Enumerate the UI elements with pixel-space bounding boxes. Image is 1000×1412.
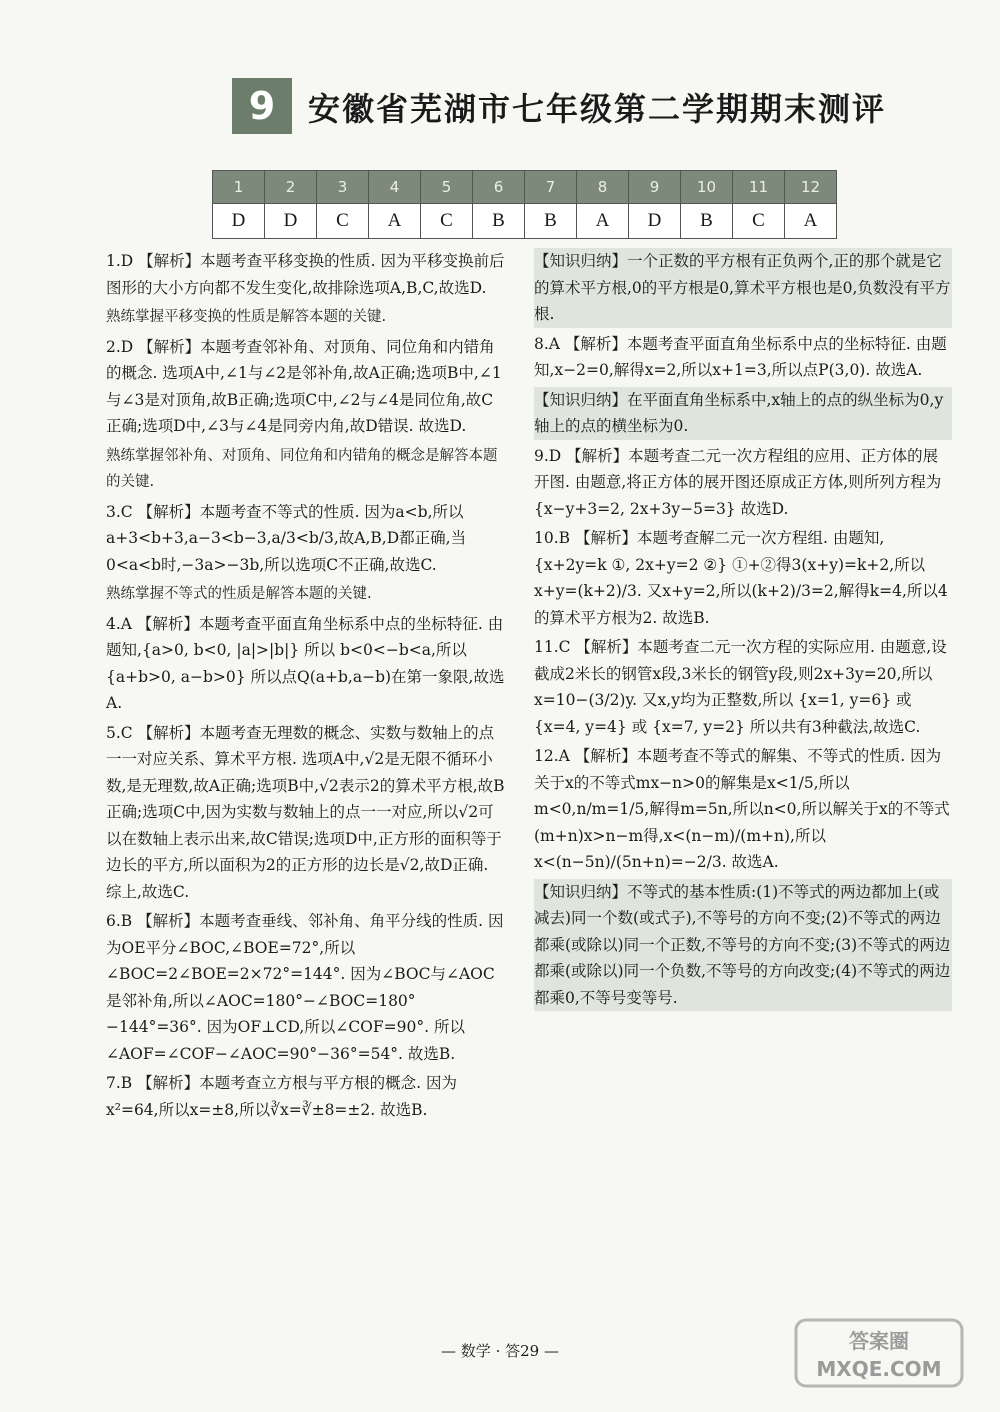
solution-paragraph: 12.A 【解析】本题考查不等式的解集、不等式的性质. 因为关于x的不等式mx−n>0的解集是x<1/5,所以m<0,n/m=1/5,解得m=5n,所以n<0,所以解关于x的不等式(m+n)x>n−m得,x<(n−m)/(m+n),所以x<(n−5n)/(5n+n)=−2/3. 故选A. — [534, 747, 950, 871]
answer-table — [212, 170, 837, 239]
tip-paragraph: 熟练掌握邻补角、对顶角、同位角和内错角的概念是解答本题的关键. — [106, 447, 498, 490]
watermark-line2: MXQE.COM — [816, 1357, 942, 1381]
answer-cell: B — [525, 204, 577, 239]
answer-header-cell: 3 — [317, 171, 369, 204]
answer-cell: B — [473, 204, 525, 239]
answer-header-cell: 8 — [577, 171, 629, 204]
knowledge-summary: 【知识归纳】在平面直角坐标系中,x轴上的点的纵坐标为0,y轴上的点的横坐标为0. — [534, 387, 952, 440]
answer-cell: A — [369, 204, 421, 239]
solution-paragraph: 3.C 【解析】本题考查不等式的性质. 因为a<b,所以a+3<b+3,a−3<b−3,a/3<b/3,故A,B,D都正确,当0<a<b时,−3a>−3b,所以选项C不正确,故选C. — [106, 502, 467, 574]
page-title: 安徽省芜湖市七年级第二学期期末测评 — [308, 90, 887, 128]
solution-paragraph: 4.A 【解析】本题考查平面直角坐标系中点的坐标特征. 由题知,{a>0, b<0, |a|>|b|} 所以 b<0<−b<a,所以 {a+b>0, a−b>0} 所以点Q(a+b,a−b)在第一象限,故选A. — [106, 614, 505, 712]
answer-cell: C — [733, 204, 785, 239]
answer-header-cell: 5 — [421, 171, 473, 204]
answer-cell: D — [213, 204, 265, 239]
answer-header-cell: 11 — [733, 171, 785, 204]
answer-table-value-row — [213, 204, 837, 239]
solution-paragraph: 5.C 【解析】本题考查无理数的概念、实数与数轴上的点一一对应关系、算术平方根. 选项A中,√2是无限不循环小数,是无理数,故A正确;选项B中,√2表示2的算术平方根,故B正确;选项C中,因为实数与数轴上的点一一对应,所以√2可以在数轴上表示出来,故C错误;选项D中,正方形的面积等于边长的平方,所以面积为2的正方形的边长是√2,故D正确. 综上,故选C. — [106, 723, 505, 901]
solution-paragraph: 11.C 【解析】本题考查二元一次方程的实际应用. 由题意,设截成2米长的钢管x段,3米长的钢管y段,则2x+3y=20,所以x=10−(3/2)y. 又x,y均为正整数,所以 {x=1, y=6} 或 {x=4, y=4} 或 {x=7, y=2} 所以共有3种截法,故选C. — [534, 638, 947, 736]
answer-header-cell: 7 — [525, 171, 577, 204]
answer-header-cell: 12 — [785, 171, 837, 204]
knowledge-summary: 【知识归纳】一个正数的平方根有正负两个,正的那个就是它的算术平方根,0的平方根是0,算术平方根也是0,负数没有平方根. — [534, 248, 952, 328]
answer-header-cell: 1 — [213, 171, 265, 204]
answer-table-header-row — [213, 171, 837, 204]
page-title-block — [232, 78, 887, 134]
title-number-badge: 9 — [232, 78, 292, 134]
left-column — [106, 248, 506, 1126]
answer-header-cell: 6 — [473, 171, 525, 204]
answer-cell: C — [317, 204, 369, 239]
solution-paragraph: 1.D 【解析】本题考查平移变换的性质. 因为平移变换前后图形的大小方向都不发生变化,故排除选项A,B,C,故选D. — [106, 252, 505, 297]
answer-cell: D — [265, 204, 317, 239]
watermark-line1: 答案圈 — [849, 1329, 909, 1353]
watermark-logo — [794, 1318, 964, 1388]
answer-cell: A — [577, 204, 629, 239]
solution-paragraph: 10.B 【解析】本题考查解二元一次方程组. 由题知,{x+2y=k ①, 2x+y=2 ②} ①+②得3(x+y)=k+2,所以x+y=(k+2)/3. 又x+y=2,所以(k+2)/3=2,解得k=4,所以4的算术平方根为2. 故选B. — [534, 529, 948, 627]
solution-paragraph: 8.A 【解析】本题考查平面直角坐标系中点的坐标特征. 由题知,x−2=0,解得x=2,所以x+1=3,所以点P(3,0). 故选A. — [534, 334, 947, 379]
answer-header-cell: 2 — [265, 171, 317, 204]
answer-header-cell: 4 — [369, 171, 421, 204]
solution-paragraph: 9.D 【解析】本题考查二元一次方程组的应用、正方体的展开图. 由题意,将正方体的展开图还原成正方体,则所列方程为 {x−y+3=2, 2x+3y−5=3} 故选D. — [534, 446, 942, 518]
answer-header-cell: 9 — [629, 171, 681, 204]
knowledge-summary: 【知识归纳】不等式的基本性质:(1)不等式的两边都加上(或减去)同一个数(或式子),不等号的方向不变;(2)不等式的两边都乘(或除以)同一个正数,不等号的方向不变;(3)不等式的两边都乘(或除以)同一个负数,不等号的方向改变;(4)不等式的两边都乘0,不等号变等号. — [534, 879, 952, 1012]
answer-header-cell: 10 — [681, 171, 733, 204]
solution-paragraph: 7.B 【解析】本题考查立方根与平方根的概念. 因为x²=64,所以x=±8,所以∛x=∛±8=±2. 故选B. — [106, 1074, 457, 1119]
answer-cell: A — [785, 204, 837, 239]
page-footer: — 数学 · 答29 — — [441, 1342, 559, 1360]
answer-cell: B — [681, 204, 733, 239]
solution-paragraph: 2.D 【解析】本题考查邻补角、对顶角、同位角和内错角的概念. 选项A中,∠1与∠2是邻补角,故A正确;选项B中,∠1与∠3是对顶角,故B正确;选项C中,∠2与∠4是同位角,故C正确;选项D中,∠3与∠4是同旁内角,故D错误. 故选D. — [106, 337, 502, 435]
right-column — [534, 248, 952, 1014]
solution-paragraph: 6.B 【解析】本题考查垂线、邻补角、角平分线的性质. 因为OE平分∠BOC,∠BOE=72°,所以∠BOC=2∠BOE=2×72°=144°. 因为∠BOC与∠AOC是邻补角,所以∠AOC=180°−∠BOC=180°−144°=36°. 因为OF⊥CD,所以∠COF=90°. 所以∠AOF=∠COF−∠AOC=90°−36°=54°. 故选B. — [106, 912, 504, 1063]
tip-paragraph: 熟练掌握平移变换的性质是解答本题的关键. — [106, 309, 387, 325]
answer-cell: C — [421, 204, 473, 239]
answer-cell: D — [629, 204, 681, 239]
tip-paragraph: 熟练掌握不等式的性质是解答本题的关键. — [106, 586, 372, 602]
